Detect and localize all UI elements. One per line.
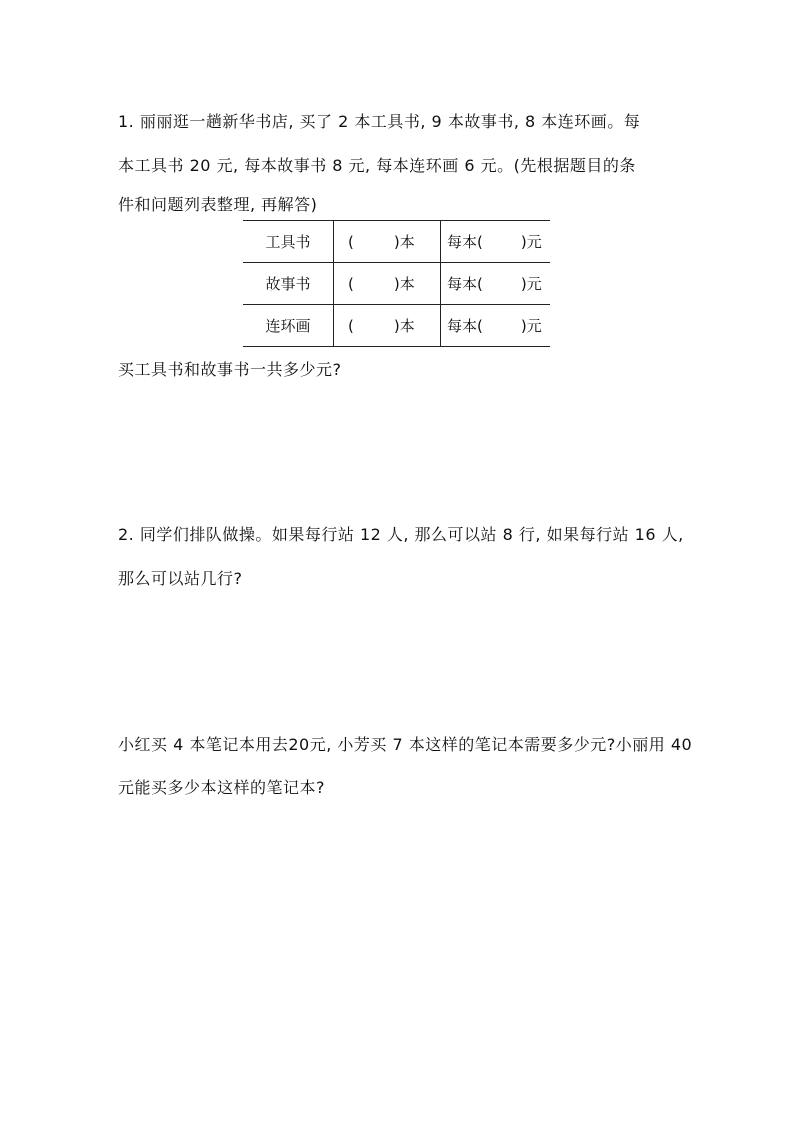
price-blank[interactable] [441, 305, 551, 347]
quantity-blank[interactable] [334, 221, 441, 263]
price-prefix: 每本( [447, 233, 483, 251]
question-1-line-2: 本工具书 20 元, 每本故事书 8 元, 每本连环画 6 元。(先根据题目的条 [118, 156, 636, 175]
table-row [243, 263, 550, 305]
table-row [243, 221, 550, 263]
question-3-line-2: 元能买多少本这样的笔记本? [118, 778, 325, 797]
price-unit: )元 [520, 317, 542, 335]
question-1-line-1: 1. 丽丽逛一趟新华书店, 买了 2 本工具书, 9 本故事书, 8 本连环画。每 [118, 112, 641, 131]
unit-label: )本 [393, 275, 415, 293]
unit-label: )本 [393, 317, 415, 335]
price-prefix: 每本( [447, 317, 483, 335]
price-unit: )元 [520, 275, 542, 293]
question-2-line-1: 2. 同学们排队做操。如果每行站 12 人, 那么可以站 8 行, 如果每行站 16 人, [118, 525, 684, 544]
question-3-line-1: 小红买 4 本笔记本用去20元, 小芳买 7 本这样的笔记本需要多少元?小丽用 40 [118, 735, 693, 754]
open-paren: ( [348, 233, 354, 251]
price-prefix: 每本( [447, 275, 483, 293]
price-blank[interactable] [441, 263, 551, 305]
price-unit: )元 [520, 233, 542, 251]
quantity-blank[interactable] [334, 305, 441, 347]
quantity-blank[interactable] [334, 263, 441, 305]
open-paren: ( [348, 275, 354, 293]
question-2-line-2: 那么可以站几行? [118, 569, 243, 588]
table-row [243, 305, 550, 347]
question-1-line-3: 件和问题列表整理, 再解答) [118, 195, 318, 214]
unit-label: )本 [393, 233, 415, 251]
question-1-question: 买工具书和故事书一共多少元? [118, 360, 342, 379]
row-name: 故事书 [243, 263, 334, 305]
price-blank[interactable] [441, 221, 551, 263]
book-info-table [243, 220, 550, 347]
row-name: 连环画 [243, 305, 334, 347]
row-name: 工具书 [243, 221, 334, 263]
open-paren: ( [348, 317, 354, 335]
